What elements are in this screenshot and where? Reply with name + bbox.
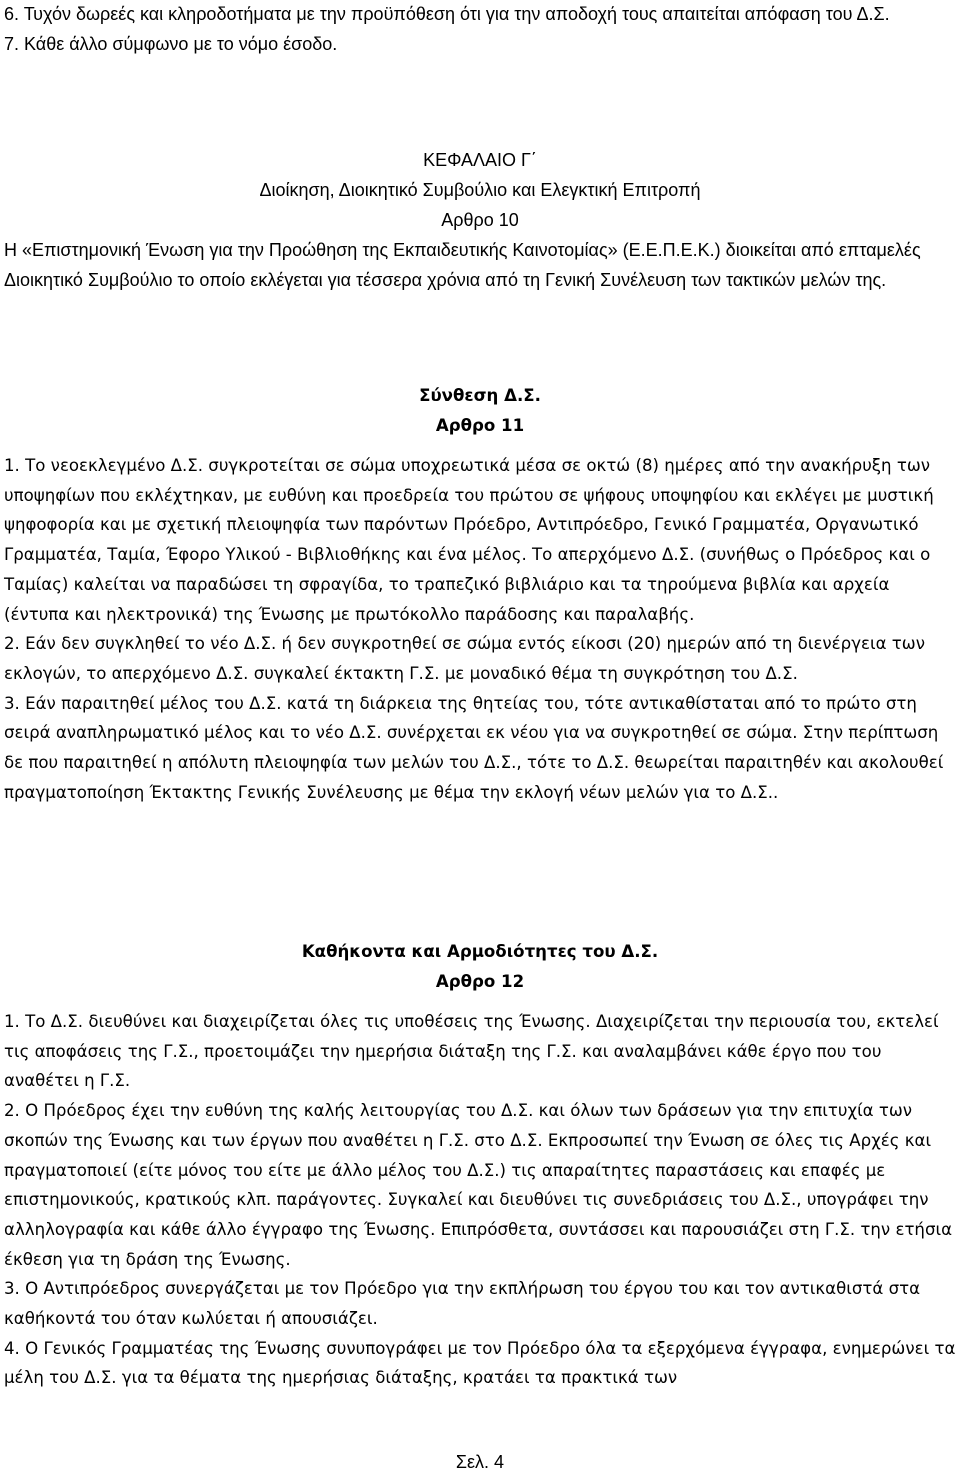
- intro-item-6: 6. Τυχόν δωρεές και κληροδοτήματα με την προϋπόθεση ότι για την αποδοχή τους απαιτείται απόφαση του Δ.Σ.: [4, 4, 890, 24]
- chapter-title: Διοίκηση, Διοικητικό Συμβούλιο και Ελεγκτική Επιτροπή: [259, 180, 701, 200]
- chapter-label: ΚΕΦΑΛΑΙΟ Γ΄: [423, 150, 537, 170]
- article-12-item-3: 3. Ο Αντιπρόεδρος συνεργάζεται με τον Πρόεδρο για την εκπλήρωση του έργου του και τον αντικαθιστά στα καθήκοντά του όταν κωλύεται ή απουσιάζει.: [4, 1279, 921, 1329]
- article-12-body: [4, 1007, 956, 1393]
- article-12-item-4: 4. Ο Γενικός Γραμματέας της Ένωσης συνυπογράφει με τον Πρόεδρο όλα τα εξερχόμενα έγγραφα, ενημερώνει τα μέλη του Δ.Σ. για τα θέματα της ημερήσιας διάταξης, κρατάει τα πρακτικά των: [4, 1338, 956, 1388]
- article-11-item-2: 2. Εάν δεν συγκληθεί το νέο Δ.Σ. ή δεν συγκροτηθεί σε σώμα εντός είκοσι (20) ημερών από τη διενέργεια των εκλογών, το απερχόμενο Δ.Σ. συγκαλεί έκτακτη Γ.Σ. με μοναδικό θέμα τη συγκρότηση του Δ.Σ.: [4, 634, 925, 683]
- article-10-title: Αρθρο 10: [441, 210, 519, 230]
- composition-title: Σύνθεση Δ.Σ.: [419, 386, 541, 405]
- article-11-title: Αρθρο 11: [435, 415, 525, 435]
- duties-title: Καθήκοντα και Αρμοδιότητες του Δ.Σ.: [301, 942, 659, 961]
- article-11-body: [4, 451, 956, 807]
- article-11-item-1: 1. Το νεοεκλεγμένο Δ.Σ. συγκροτείται σε σώμα υποχρεωτικά μέσα σε οκτώ (8) ημέρες από την ανακήρυξη των υποψηφίων που εκλέχτηκαν, με ευθύνη και προεδρεία του πρώτου σε ψήφους υποψηφίου και εκλέγει με μυστική ψηφοφορία και με σχετική πλειοψηφία των παρόντων Πρόεδρο, Αντιπρόεδρο, Γενικό Γραμματέα, Οργανωτικό Γραμματέα, Ταμία, Έφορο Υλικού - Βιβλιοθήκης και ένα μέλος. Το απερχόμενο Δ.Σ. (συνήθως ο Πρόεδρος και ο Ταμίας) καλείται να παραδώσει τη σφραγίδα, το τραπεζικό βιβλιάριο και τα τηρούμενα βιβλία και αρχεία (έντυπα και ηλεκτρονικά) της Ένωσης με πρωτόκολλο παράδοσης και παραλαβής.: [4, 456, 934, 624]
- page-number: Σελ. 4: [455, 1452, 505, 1472]
- article-10-body: [4, 235, 956, 295]
- duties-heading: [4, 937, 956, 996]
- article-11-item-3: 3. Εάν παραιτηθεί μέλος του Δ.Σ. κατά τη διάρκεια της θητείας του, τότε αντικαθίσταται από το πρώτο στη σειρά αναπληρωματικό μέλος και το νέο Δ.Σ. συνέρχεται εκ νέου για να συγκροτηθεί σε σώμα. Στην περίπτωση δε που παραιτηθεί η απόλυτη πλειοψηφία των μελών του Δ.Σ., τότε το Δ.Σ. θεωρείται παραιτηθέν και ακολουθεί πραγματοποίηση Έκτακτης Γενικής Συνέλευσης με θέμα την εκλογή νέων μελών για το Δ.Σ..: [4, 693, 944, 802]
- intro-item-7: 7. Κάθε άλλο σύμφωνο με το νόμο έσοδο.: [4, 34, 338, 54]
- article-12-item-1: 1. Το Δ.Σ. διευθύνει και διαχειρίζεται όλες τις υποθέσεις της Ένωσης. Διαχειρίζεται την περιουσία του, εκτελεί τις αποφάσεις της Γ.Σ., προετοιμάζει την ημερήσια διάταξη της Γ.Σ. και αναλαμβάνει κάθε έργο που του αναθέτει η Γ.Σ.: [4, 1012, 939, 1091]
- article-12-item-2: 2. Ο Πρόεδρος έχει την ευθύνη της καλής λειτουργίας του Δ.Σ. και όλων των δράσεων για την επιτυχία των σκοπών της Ένωσης και των έργων που αναθέτει η Γ.Σ. στο Δ.Σ. Εκπροσωπεί την Ένωση σε όλες τις Αρχές και πραγματοποιεί (είτε μόνος του είτε με άλλο μέλος του Δ.Σ.) τις απαραίτητες παραστάσεις και επαφές με επιστημονικούς, κρατικούς κλπ. παράγοντες. Συγκαλεί και διευθύνει τις συνεδριάσεις του Δ.Σ., υπογράφει την αλληλογραφία και κάθε άλλο έγγραφο της Ένωσης. Επιπρόσθετα, συντάσσει και παρουσιάζει στη Γ.Σ. την ετήσια έκθεση για τη δράση της Ένωσης.: [4, 1101, 953, 1269]
- article-12-title: Αρθρο 12: [435, 971, 525, 991]
- article-10-paragraph: Η «Επιστημονική Ένωση για την Προώθηση της Εκπαιδευτικής Καινοτομίας» (Ε.Ε.Π.Ε.Κ.) διοικείται από επταμελές Διοικητικό Συμβούλιο το οποίο εκλέγεται για τέσσερα χρόνια από τη Γενική Συνέλευση των τακτικών μελών της.: [4, 240, 921, 290]
- chapter-heading: [4, 145, 956, 235]
- intro-section: [4, 0, 956, 59]
- composition-heading: [4, 381, 956, 440]
